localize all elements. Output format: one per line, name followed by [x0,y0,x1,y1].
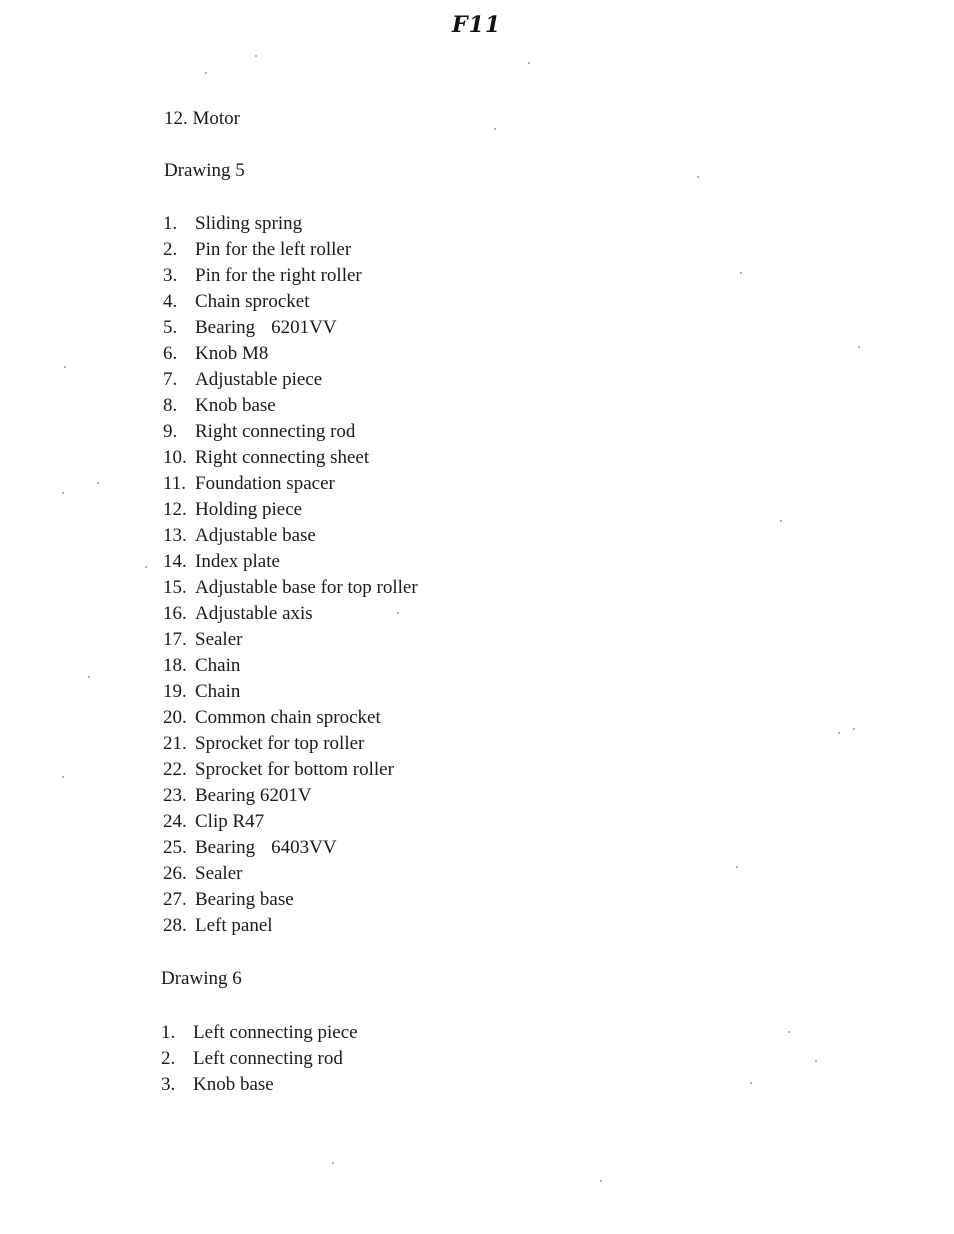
list-item [161,1046,358,1072]
list-item-number: 16. [163,603,187,624]
list-item-text-wrap [193,1020,358,1046]
list-item-text-wrap [195,575,418,601]
list-item-text-wrap [193,1046,343,1072]
motor-item: 12. Motor [164,108,240,129]
list-item-number: 21. [163,733,187,754]
list-item-number: 19. [163,681,187,702]
top-item-block [164,106,240,132]
list-item-text: Pin for the left roller [195,239,352,260]
list-item [163,471,418,497]
page-mark: F11 [452,12,502,38]
list-item [163,393,418,419]
list-item-text: Foundation spacer [195,473,335,494]
list-item [163,237,418,263]
list-item-number: 2. [161,1048,176,1069]
list-item [163,341,418,367]
list-item-text-wrap [195,419,355,445]
list-item [163,601,418,627]
list-item-text-wrap [195,523,316,549]
list-item-number: 22. [163,759,187,780]
list-item [163,263,418,289]
list-item-number: 24. [163,811,187,832]
list-item-text: Sprocket for top roller [195,733,365,754]
list-item-text-wrap [195,835,337,861]
list-item [161,1072,358,1098]
list-item-number: 5. [163,317,178,338]
list-item-number: 26. [163,863,187,884]
list-item-text-wrap [195,887,294,913]
list-item-number: 14. [163,551,187,572]
list-item-text-wrap [195,211,302,237]
list-item-text-wrap [195,809,264,835]
list-item-number: 27. [163,889,187,910]
list-item [163,913,418,939]
list-item-number: 12. [163,499,187,520]
list-item-text-wrap [195,783,312,809]
drawing5-heading-block [164,158,245,184]
list-item-number: 3. [163,265,178,286]
list-item [163,887,418,913]
list-item [163,289,418,315]
list-item-text-wrap [195,393,276,419]
list-item-text-wrap [195,289,310,315]
list-item-text: Adjustable base for top roller [195,577,418,598]
list-item-number: 28. [163,915,187,936]
list-item-number: 4. [163,291,178,312]
list-item [163,731,418,757]
list-item-text: Bearing [195,837,256,858]
list-item-number: 1. [161,1022,176,1043]
list-item-text: Knob M8 [195,343,269,364]
list-item-text: Knob base [195,395,276,416]
list-item-number: 1. [163,213,178,234]
list-item [163,549,418,575]
list-item-spec: 6403VV [271,837,337,858]
list-item-number: 18. [163,655,187,676]
list-item-text-wrap [195,315,337,341]
list-item-number: 15. [163,577,187,598]
list-item-text: Chain [195,681,241,702]
list-item-text: Chain sprocket [195,291,310,312]
list-item-text-wrap [195,627,242,653]
list-item-text-wrap [195,549,280,575]
drawing5-list [163,211,418,939]
list-item-text: Sprocket for bottom roller [195,759,394,780]
list-item-number: 11. [163,473,187,494]
list-item-text: Knob base [193,1074,274,1095]
list-item [163,783,418,809]
list-item [163,211,418,237]
list-item-text: Bearing base [195,889,294,910]
list-item [163,861,418,887]
list-item [163,367,418,393]
list-item-text: Common chain sprocket [195,707,381,728]
list-item-number: 13. [163,525,187,546]
list-item-text: Left panel [195,915,273,936]
drawing6-heading: Drawing 6 [161,968,242,989]
list-item-text-wrap [193,1072,274,1098]
list-item-number: 20. [163,707,187,728]
list-item-text-wrap [195,679,240,705]
list-item [161,1020,358,1046]
list-item-number: 23. [163,785,187,806]
list-item [163,445,418,471]
list-item-number: 17. [163,629,187,650]
drawing6-list [161,1020,358,1098]
list-item-text: Clip R47 [195,811,265,832]
list-item-number: 10. [163,447,187,468]
list-item-text: Chain [195,655,241,676]
list-item-number: 7. [163,369,178,390]
list-item-text-wrap [195,861,242,887]
list-item [163,679,418,705]
list-item-text-wrap [195,263,362,289]
list-item-text-wrap [195,913,273,939]
list-item-text-wrap [195,237,351,263]
list-item-number: 2. [163,239,178,260]
list-item [163,757,418,783]
list-item-text: Bearing [195,317,256,338]
list-item-text: Adjustable axis [195,603,313,624]
list-item-text: Sealer [195,629,243,650]
list-item-number: 9. [163,421,178,442]
list-item [163,835,418,861]
list-item-text: Index plate [195,551,280,572]
drawing5-heading: Drawing 5 [164,160,245,181]
list-item-text: Adjustable base [195,525,316,546]
list-item-text: Pin for the right roller [195,265,362,286]
list-item-spec: 6201VV [271,317,337,338]
list-item [163,653,418,679]
list-item-text: Right connecting rod [195,421,356,442]
list-item [163,575,418,601]
list-item [163,809,418,835]
list-item [163,523,418,549]
list-item [163,705,418,731]
list-item-text-wrap [195,601,313,627]
list-item-text-wrap [195,731,364,757]
list-item-text-wrap [195,341,268,367]
list-item-text: Adjustable piece [195,369,323,390]
list-item-text: Holding piece [195,499,303,520]
list-item-text-wrap [195,497,302,523]
list-item [163,627,418,653]
drawing6-heading-block [161,966,242,992]
list-item-text-wrap [195,471,335,497]
list-item-text: Right connecting sheet [195,447,370,468]
list-item-number: 25. [163,837,187,858]
list-item-text: Left connecting rod [193,1048,343,1069]
list-item-text-wrap [195,705,381,731]
list-item-text-wrap [195,445,369,471]
list-item-number: 6. [163,343,178,364]
list-item-number: 8. [163,395,178,416]
list-item-text-wrap [195,367,322,393]
list-item-text: Left connecting piece [193,1022,358,1043]
list-item-text-wrap [195,653,240,679]
list-item [163,315,418,341]
list-item [163,497,418,523]
list-item-text-wrap [195,757,394,783]
list-item-text: Bearing 6201V [195,785,312,806]
list-item-text: Sealer [195,863,243,884]
list-item-number: 3. [161,1074,176,1095]
list-item-text: Sliding spring [195,213,303,234]
list-item [163,419,418,445]
